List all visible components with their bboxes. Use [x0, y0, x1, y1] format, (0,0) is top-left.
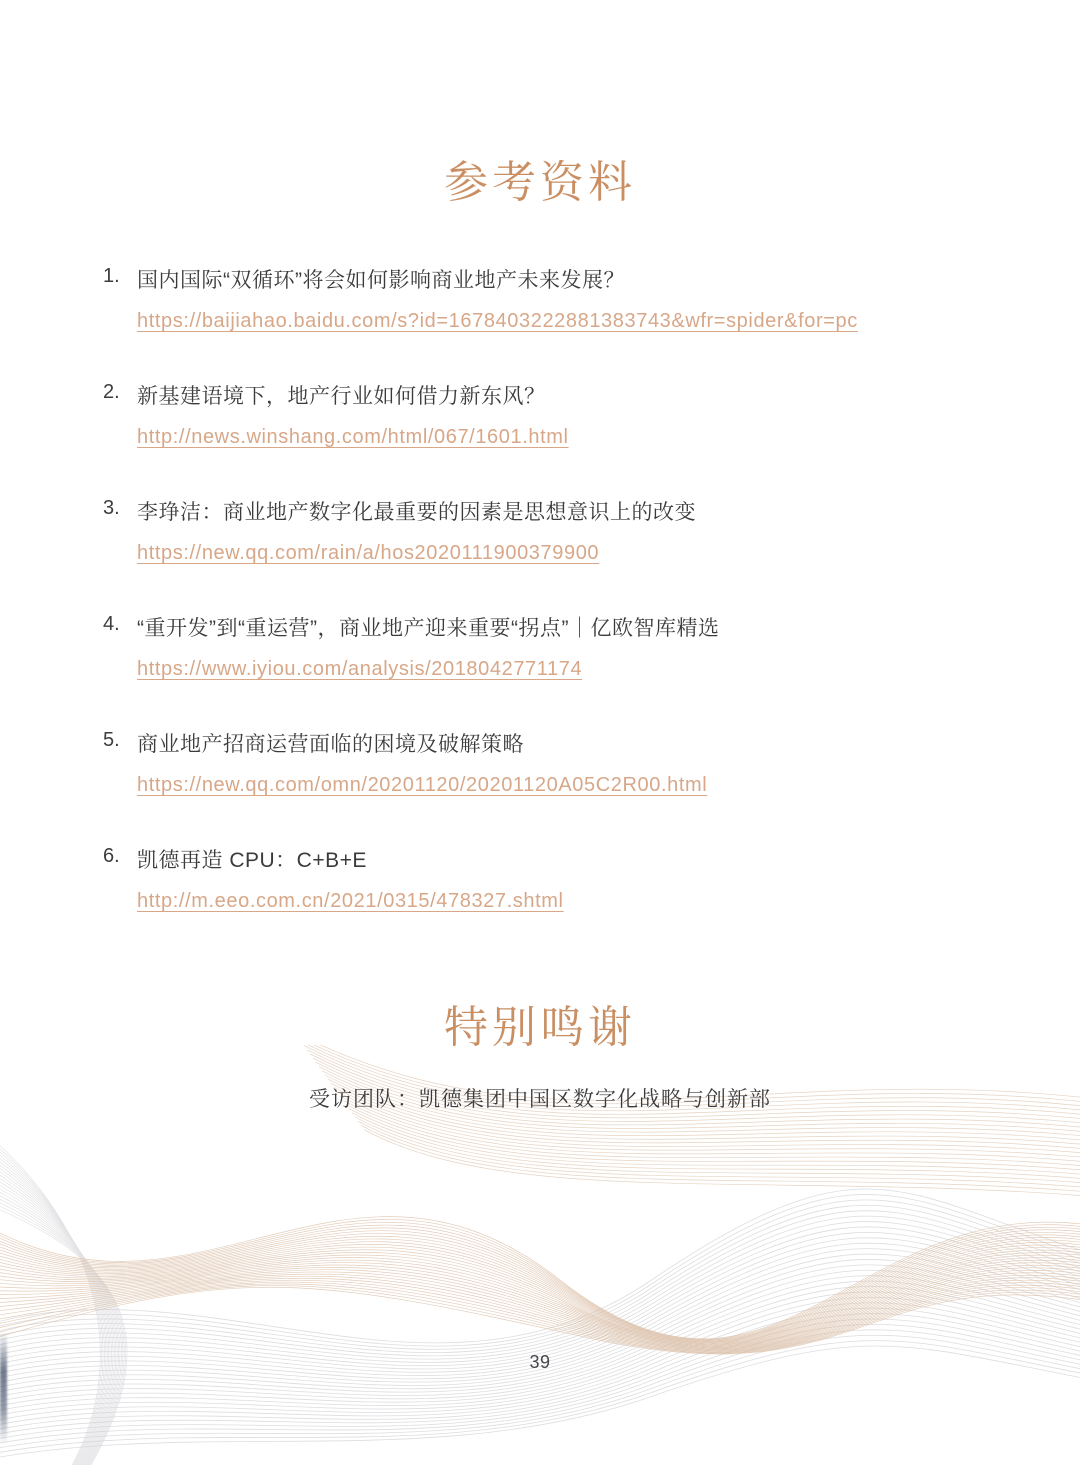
reference-number: 5.	[103, 729, 120, 751]
reference-item	[103, 844, 980, 913]
reference-title: 商业地产招商运营面临的困境及破解策略	[137, 733, 524, 756]
reference-title: “重开发”到“重运营”，商业地产迎来重要“拐点”｜亿欧智库精选	[137, 617, 720, 640]
page-edge-artifact	[0, 1332, 7, 1444]
page-number: 39	[529, 1352, 551, 1372]
reference-link[interactable]: https://www.iyiou.com/analysis/2018042771174	[137, 658, 583, 680]
reference-number: 4.	[103, 613, 120, 635]
reference-item	[103, 728, 980, 797]
references-list	[103, 264, 980, 913]
reference-number: 3.	[103, 497, 120, 519]
reference-number: 1.	[103, 265, 120, 287]
interviewed-team-credit: 受访团队：凯德集团中国区数字化战略与创新部	[309, 1088, 771, 1111]
reference-title: 凯德再造 CPU：C+B+E	[137, 849, 367, 872]
reference-link[interactable]: https://new.qq.com/omn/20201120/20201120A05C2R00.html	[137, 774, 708, 796]
reference-item	[103, 496, 980, 565]
reference-link[interactable]: https://new.qq.com/rain/a/hos2020111900379900	[137, 542, 600, 564]
reference-item	[103, 380, 980, 449]
reference-title: 李琤洁：商业地产数字化最重要的因素是思想意识上的改变	[137, 501, 696, 524]
reference-title: 新基建语境下，地产行业如何借力新东风？	[137, 385, 546, 408]
reference-title: 国内国际“双循环”将会如何影响商业地产未来发展？	[137, 269, 625, 292]
reference-link[interactable]: https://baijiahao.baidu.com/s?id=1678403222881383743&wfr=spider&for=pc	[137, 310, 858, 332]
reference-number: 6.	[103, 845, 120, 867]
reference-link[interactable]: http://news.winshang.com/html/067/1601.html	[137, 426, 569, 448]
special-thanks-section	[0, 991, 1080, 1113]
special-thanks-heading: 特别鸣谢	[444, 1003, 636, 1052]
reference-item	[103, 612, 980, 681]
reference-number: 2.	[103, 381, 120, 403]
reference-link[interactable]: http://m.eeo.com.cn/2021/0315/478327.shtml	[137, 890, 564, 912]
reference-item	[103, 264, 980, 333]
references-heading: 参考资料	[444, 158, 636, 207]
